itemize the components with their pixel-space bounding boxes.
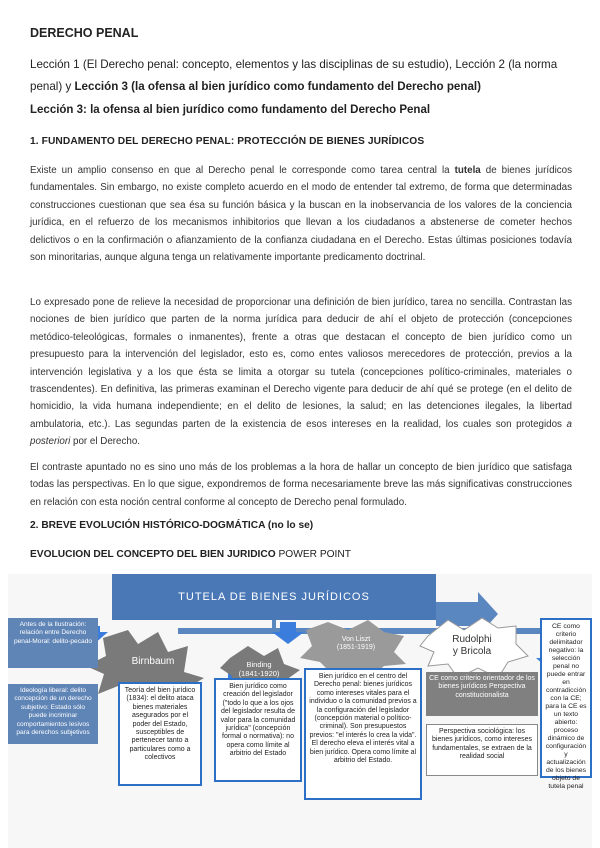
down-arrow-icon bbox=[272, 622, 304, 644]
vonliszt-label: Von Liszt (1851-1919) bbox=[336, 636, 376, 651]
section-1-heading: 1. FUNDAMENTO DEL DERECHO PENAL: PROTECCIÓN DE BIENES JURÍDICOS bbox=[30, 136, 425, 147]
birnbaum-box: Teoría del bien jurídico (1834): el delito ataca bienes materiales asegurados por el poder del Estado, susceptibles de pertenecer tanto a particulares como a colectivos bbox=[118, 682, 202, 786]
birnbaum-label: Birnbaum bbox=[131, 656, 175, 667]
ce-criterion-box: CE como criterio orientador de los bienes jurídicos Perspectiva constitucionalista bbox=[426, 672, 538, 716]
para2-italic: a posteriori bbox=[30, 418, 572, 448]
paragraph-1 bbox=[30, 162, 572, 266]
diagram-banner: TUTELA DE BIENES JURÍDICOS bbox=[112, 574, 436, 620]
para1-bold-tutela: tutela bbox=[454, 165, 481, 176]
lecciones-text: Lección 1 (El Derecho penal: concepto, elementos y las disciplinas de su estudio), Lección 2 (la norma penal) y bbox=[30, 58, 558, 93]
binding-label: Binding (1841-1920) bbox=[238, 660, 280, 678]
ideologia-liberal-box: Ideología liberal: delito concepción de un derecho subjetivo: Estado sólo puede incriminar comportamientos lesivos para derechos subjetivos bbox=[8, 684, 98, 744]
evolution-diagram bbox=[8, 574, 592, 848]
paragraph-2 bbox=[30, 294, 572, 451]
sociological-box: Perspectiva sociológica: los bienes jurídicos, como intereses fundamentales, se extraen de la realidad social bbox=[426, 724, 538, 776]
ce-delimiter-box: CE como criterio delimitador negativo: la selección penal no puede entrar en contradicción con la CE; para la CE es un texto abierto: proceso dinámico de configuración y actualización de los bienes objeto de tutela penal bbox=[540, 618, 592, 778]
section-2-heading: 2. BREVE EVOLUCIÓN HISTÓRICO-DOGMÁTICA (no lo se) bbox=[30, 520, 314, 531]
document-title: DERECHO PENAL bbox=[30, 26, 139, 40]
lecciones-bold-text: Lección 3 (la ofensa al bien jurídico como fundamento del Derecho penal) bbox=[74, 80, 481, 93]
paragraph-3: El contraste apuntado no es sino uno más de los problemas a la hora de hallar un concepto de bien jurídico que satisfaga todas las perspectivas. En lo que sigue, expondremos de forma necesariamente breve las más significativas construcciones en relación con esta noción central conforme al concepto de Derecho penal formulado. bbox=[30, 462, 572, 508]
binding-box: Bien jurídico como creación del legislador ("todo lo que a los ojos del legislador resulta de valor para la comunidad jurídica" (concepción formal o normativa): no opera como límite al arbitrio del Estado bbox=[214, 678, 302, 782]
pre-ilustracion-box: Antes de la Ilustración: relación entre Derecho penal-Moral: delito-pecado bbox=[8, 618, 98, 668]
evolucion-bold: EVOLUCION DEL CONCEPTO DEL BIEN JURIDICO bbox=[30, 549, 276, 560]
lecciones-line bbox=[30, 54, 575, 98]
rudolphi-label: Rudolphi y Bricola bbox=[452, 634, 492, 657]
evolucion-heading bbox=[30, 549, 351, 560]
lesson-title: Lección 3: la ofensa al bien jurídico como fundamento del Derecho Penal bbox=[30, 104, 431, 116]
para2-text-a: Lo expresado pone de relieve la necesidad de proporcionar una definición de bien jurídico, tarea no sencilla. Contrastan las nociones de bien jurídico que parten de la norma jurídica para deducir de ahí el objeto de protección (concepciones metódico-teleológicas, formales o inmanentes), frente a otras que destacan el concepto de bien jurídico como un presupuesto para la intervención del legislador, esto es, como entes valiosos merecedores de protección, previos a la intervención legislativa y a los que ésta se limita a otorgar su tutela (concepciones político-criminales, materiales o trascendentes). En definitiva, las primeras examinan el Derecho vigente para deducir de ahí qué se protege (en el delito de homicidio, la vida humana independiente; en el delito de lesiones, la salud; en las detenciones ilegales, la libertad ambulatoria, etc.). Las segundas parten de la existencia de esos intereses en la realidad, los cuales son protegidos bbox=[30, 297, 572, 430]
evolucion-normal: POWER POINT bbox=[275, 549, 351, 560]
para1-text-a: Existe un amplio consenso en que al Derecho penal le corresponde como tarea central la bbox=[30, 165, 455, 176]
vonliszt-box: Bien jurídico en el centro del Derecho penal: bienes jurídicos como intereses vitales para el individuo o la comunidad previos a la configuración del legislador (concepción material o político-criminal). Son presupuestos previos: "el interés lo crea la vida". El derecho eleva el interés vital a bien jurídico. Opera como límite al arbitrio del Estado. bbox=[304, 668, 422, 800]
para2-text-c: por el Derecho. bbox=[70, 436, 140, 448]
para1-text-c: de bienes jurídicos fundamentales. Sin embargo, no existe completo acuerdo en el modo de entender tal extremo, de forma que determinadas construcciones cuestionan que sea ésa su función básica y la buscan en la inobservancia de los valores de la conciencia jurídica, en el refuerzo de los mecanismos inhibitorios que llevan a los ciudadanos a abstenerse de cometer hechos delictivos o en la confirmación o afianzamiento de la confianza ciudadana en el Derecho. Estas últimas posiciones todavía son minoritarias, aunque alguna tenga un relativamente importante predicamento doctrinal. bbox=[30, 165, 572, 264]
